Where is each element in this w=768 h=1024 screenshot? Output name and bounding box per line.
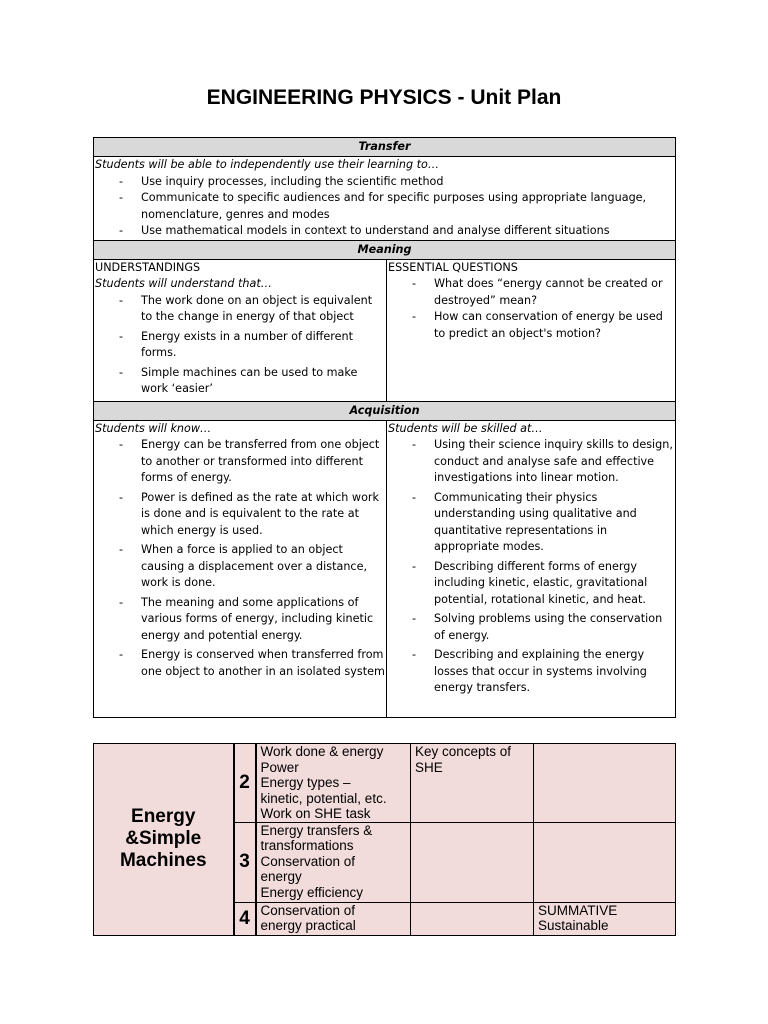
skilled-list [388,437,674,697]
list-item: - Use mathematical models in context to understand and analyse different situations [95,223,674,240]
content-line: kinetic, potential, etc. [260,790,387,806]
week-number: 4 [234,902,256,935]
list-item: - Solving problems using the conservation of energy. [388,611,674,644]
unit-plan-table [93,137,676,718]
she-cell [411,822,534,902]
essential-questions-heading: ESSENTIAL QUESTIONS [388,260,518,274]
content-line: Conservation of [260,902,356,918]
list-item: - Communicate to specific audiences and for specific purposes using appropriate language, nomenclature, genres and modes [95,190,674,223]
content-line: Energy efficiency [260,884,364,900]
content-line: Work on SHE task [260,806,371,821]
topic-line: &Simple [125,828,202,850]
week-number: 3 [234,822,256,902]
skilled-cell [387,420,676,717]
she-cell [411,902,534,935]
content-line: energy practical [260,918,356,933]
week-content [256,822,411,902]
understandings-cell [94,259,387,401]
skilled-intro: Students will be skilled at… [388,421,543,435]
list-item: - The meaning and some applications of various forms of energy, including kinetic energy and potential energy. [95,595,385,645]
list-item: - What does “energy cannot be created or destroyed” mean? [388,276,674,309]
assessment-cell: SUMMATIVE Sustainable [534,902,676,935]
essential-questions-cell [387,259,676,401]
week-number: 2 [234,744,256,823]
list-item: - Energy exists in a number of different forms. [95,329,385,362]
list-item: - Energy is conserved when transferred from one object to another in an isolated system [95,647,385,680]
list-item: - Energy can be transferred from one object to another or transformed into different forms of energy. [95,437,385,487]
list-item: - Power is defined as the rate at which work is done and is equivalent to the rate at which energy is used. [95,490,385,540]
transfer-intro: Students will be able to independently use their learning to… [95,158,440,171]
content-line: Power [260,759,299,775]
list-item: - Use inquiry processes, including the scientific method [95,174,674,191]
content-line: energy [260,869,302,884]
list-item: - How can conservation of energy be used to predict an object's motion? [388,309,674,342]
list-item: - Communicating their physics understanding using qualitative and quantitative representations in appropriate modes. [388,490,674,556]
transfer-list [95,174,674,240]
topic-cell [94,744,234,936]
she-cell: Key concepts of SHE [411,744,534,823]
know-list [95,437,385,680]
transfer-header: Transfer [94,138,676,157]
assessment-cell [534,822,676,902]
content-line: Conservation of [260,853,356,869]
understandings-heading: UNDERSTANDINGS [95,260,201,274]
page-title: ENGINEERING PHYSICS - Unit Plan [206,86,562,109]
transfer-cell [94,157,676,241]
list-item: - The work done on an object is equivalent to the change in energy of that object [95,293,385,326]
list-item: - Describing different forms of energy including kinetic, elastic, gravitational potential, rotational kinetic, and heat. [388,559,674,609]
essential-questions-list [388,276,674,342]
understandings-list [95,293,385,398]
content-line: Energy transfers & [260,822,373,838]
week-content [256,902,411,935]
list-item: - Using their science inquiry skills to design, conduct and analyse safe and effective investigations into linear motion. [388,437,674,487]
content-line: Energy types – [260,775,351,790]
topic-line: Machines [119,850,207,872]
content-line: transformations [260,838,354,853]
assessment-cell [534,744,676,823]
list-item: - Simple machines can be used to make work ‘easier’ [95,365,385,398]
meaning-header: Meaning [94,240,676,259]
know-cell [94,420,387,717]
understandings-intro: Students will understand that… [95,277,272,290]
content-line: Work done & energy [260,744,384,759]
list-item: - Describing and explaining the energy losses that occur in systems involving energy transfers. [388,647,674,697]
acquisition-header: Acquisition [94,401,676,420]
list-item: - When a force is applied to an object causing a displacement over a distance, work is done. [95,542,385,592]
topic-line: Energy [131,806,196,828]
week-content [256,744,411,823]
know-intro: Students will know… [95,421,212,435]
schedule-table [93,743,676,936]
